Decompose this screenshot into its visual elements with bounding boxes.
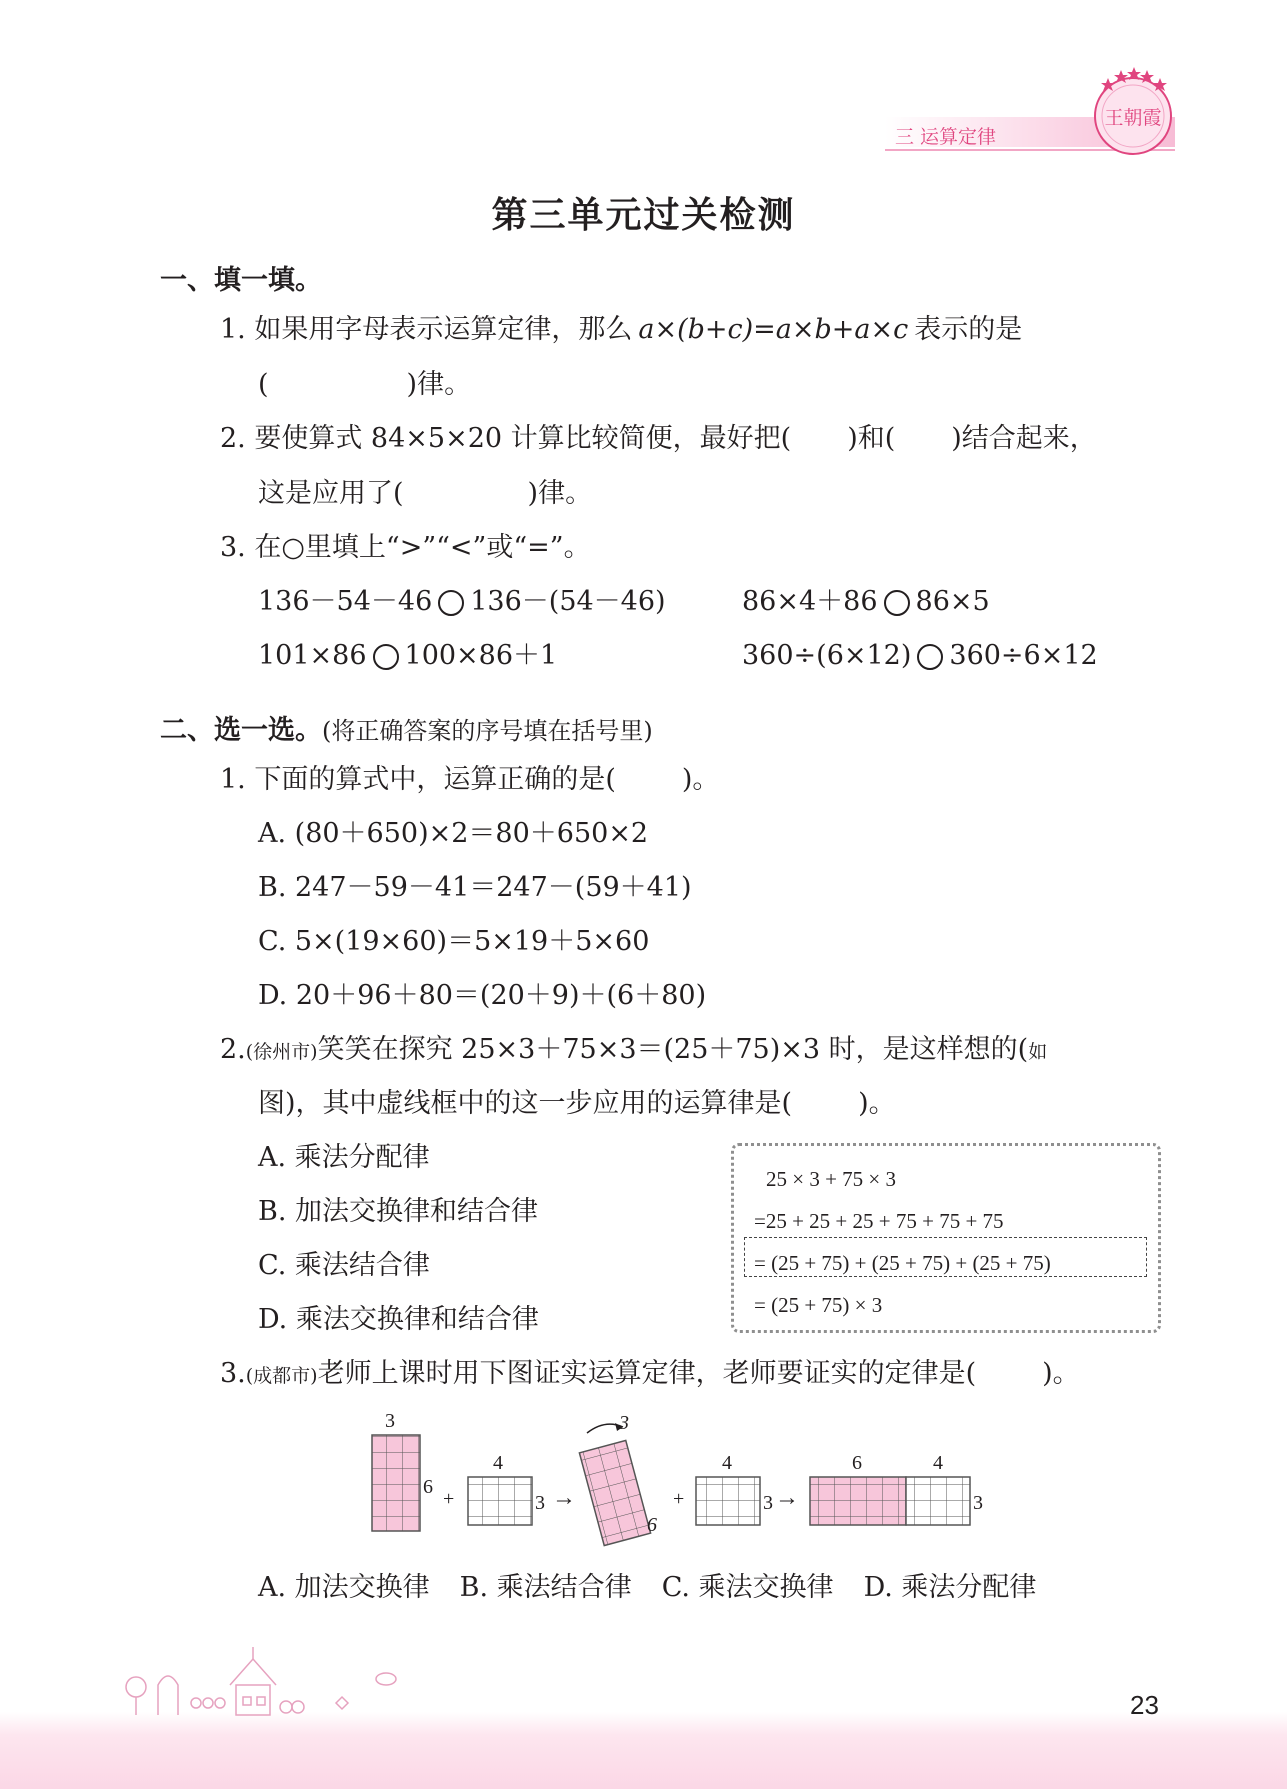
grid-label: 4: [933, 1452, 943, 1474]
q1-close: )律。: [406, 369, 472, 400]
grid-4x3: [696, 1477, 760, 1525]
question-2-1: [220, 762, 719, 798]
option-d[interactable]: D. 乘法分配律: [863, 1572, 1037, 1603]
grid-4x3-white: [906, 1477, 970, 1525]
q2-text-d: 这是应用了(: [258, 478, 404, 509]
q3-options: [258, 1570, 1036, 1606]
plus-sign: +: [673, 1488, 685, 1510]
reasoning-line: =25 + 25 + 25 + 75 + 75 + 75: [754, 1209, 1004, 1233]
compare-circle[interactable]: [917, 644, 943, 670]
castle-doodle-icon: [118, 1645, 408, 1720]
q2-text-c: )结合起来，: [951, 423, 1097, 454]
q2-3-text: 老师上课时用下图证实运算定律，老师要证实的定律是(: [317, 1358, 977, 1389]
grid-label: 3: [535, 1492, 545, 1514]
q2-2-text-2: 图)，其中虚线框中的这一步应用的运算律是(: [258, 1088, 793, 1119]
grid-3x6: [372, 1435, 420, 1531]
question-1-2-line2: [258, 476, 592, 512]
compare-item: [742, 584, 990, 620]
grid-label: 3: [619, 1412, 629, 1434]
q2-1-close: )。: [681, 764, 720, 795]
q2-text-a: 2. 要使算式 84×5×20 计算比较简便，最好把(: [220, 423, 792, 454]
grid-label: 6: [423, 1476, 433, 1498]
question-2-3: [220, 1356, 1080, 1394]
compare-right: 100×86＋1: [404, 640, 558, 671]
section-one-heading: 一、填一填。: [160, 265, 322, 296]
arrow: →: [552, 1485, 576, 1511]
question-1-1: [220, 312, 1022, 348]
source-tag: (成都市): [245, 1365, 318, 1387]
compare-left: 136－54－46: [258, 586, 433, 617]
page-number: 23: [1130, 1690, 1159, 1720]
option-a[interactable]: A. (80＋650)×2＝80＋650×2: [258, 818, 649, 849]
grid-label: 6: [647, 1514, 657, 1536]
compare-right: 360÷6×12: [949, 640, 1098, 671]
svg-text:王朝霞: 王朝霞: [1104, 107, 1162, 129]
q2-2-text-small: 如: [1028, 1041, 1048, 1063]
grid-label: 4: [493, 1452, 503, 1474]
grid-label: 3: [973, 1492, 983, 1514]
grid-6x3-pink: [810, 1477, 906, 1525]
option-a[interactable]: A. 加法交换律: [258, 1572, 430, 1603]
arrow: →: [775, 1485, 799, 1511]
q1-formula: a×(b+c)=a×b+a×c: [638, 314, 909, 345]
section-two-title: 二、选一选。: [160, 715, 322, 746]
option-b[interactable]: B. 乘法结合律: [459, 1572, 632, 1603]
grid-label: 3: [385, 1410, 395, 1432]
q2-text-e: )律。: [527, 478, 593, 509]
q2-text-b: )和(: [847, 423, 896, 454]
question-2-2: [220, 1032, 1047, 1070]
section-two-heading: [160, 708, 653, 747]
option-c[interactable]: C. 乘法结合律: [258, 1250, 430, 1281]
q2-3-close: )。: [1042, 1358, 1080, 1389]
q2-1-text: 1. 下面的算式中，运算正确的是(: [220, 764, 616, 795]
page-title: 第三单元过关检测: [491, 195, 796, 236]
compare-left: 360÷(6×12): [742, 640, 912, 671]
question-1-3: 3. 在○里填上“>”“<”或“=”。: [220, 532, 591, 563]
plus-sign: +: [443, 1488, 455, 1510]
grid-label: 6: [852, 1452, 862, 1474]
q2-3-number: 3.: [220, 1358, 246, 1389]
q2-2-text: 笑笑在探究 25×3＋75×3＝(25＋75)×3 时，是这样想的(: [317, 1034, 1029, 1065]
publisher-seal-icon: [1068, 58, 1188, 158]
grid-label: 4: [722, 1452, 732, 1474]
question-1-2: [220, 421, 1097, 457]
q1-text-b: 表示的是: [914, 314, 1023, 345]
compare-circle[interactable]: [884, 590, 910, 616]
option-d[interactable]: D. 20＋96＋80＝(20＋9)＋(6＋80): [258, 980, 707, 1011]
option-a[interactable]: A. 乘法分配律: [258, 1142, 430, 1173]
compare-left: 101×86: [258, 640, 367, 671]
reasoning-box: [731, 1143, 1161, 1333]
compare-item: [258, 638, 557, 674]
compare-right: 136－(54－46): [470, 586, 666, 617]
reasoning-line: 25 × 3 + 75 × 3: [766, 1167, 897, 1191]
grid-4x3: [468, 1477, 532, 1525]
grid-rotating: [579, 1440, 650, 1545]
grid-label: 3: [763, 1492, 773, 1514]
option-b[interactable]: B. 247－59－41＝247－(59＋41): [258, 872, 692, 903]
compare-item: [258, 584, 666, 620]
option-c[interactable]: C. 乘法交换律: [661, 1572, 834, 1603]
unit-label: 三 运算定律: [895, 126, 997, 148]
option-d[interactable]: D. 乘法交换律和结合律: [258, 1304, 539, 1335]
source-tag: (徐州市): [245, 1041, 318, 1063]
area-model-diagram: [355, 1405, 995, 1550]
compare-circle[interactable]: [438, 590, 464, 616]
q2-2-number: 2.: [220, 1034, 246, 1065]
footer-band: [0, 1712, 1287, 1789]
question-1-1-line2: [258, 367, 471, 403]
question-2-2-line2: [258, 1086, 896, 1122]
compare-circle[interactable]: [373, 644, 399, 670]
option-b[interactable]: B. 加法交换律和结合律: [258, 1196, 539, 1227]
option-c[interactable]: C. 5×(19×60)＝5×19＋5×60: [258, 926, 650, 957]
q1-text-a: 1. 如果用字母表示运算定律，那么: [220, 314, 633, 345]
compare-item: [742, 638, 1098, 674]
reasoning-line: = (25 + 75) × 3: [754, 1293, 883, 1317]
q1-open-paren: (: [258, 369, 269, 400]
section-two-note: (将正确答案的序号填在括号里): [322, 717, 653, 745]
reasoning-line: = (25 + 75) + (25 + 75) + (25 + 75): [754, 1251, 1051, 1275]
compare-right: 86×5: [915, 586, 990, 617]
q2-2-close: )。: [858, 1088, 896, 1119]
compare-left: 86×4＋86: [742, 586, 878, 617]
